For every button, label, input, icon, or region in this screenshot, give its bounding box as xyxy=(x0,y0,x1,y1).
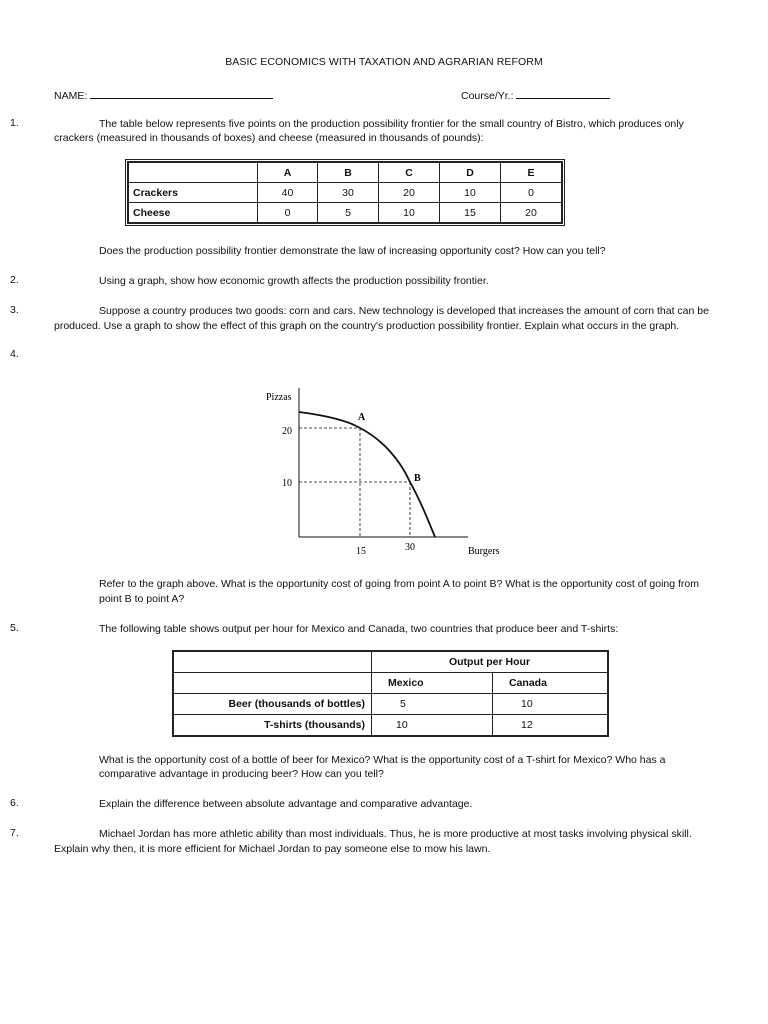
q7-line2: Explain why then, it is more efficient for Michael Jordan to pay someone else to mow his lawn. xyxy=(54,843,491,855)
q2-number: 2. xyxy=(10,274,19,286)
table-row xyxy=(173,715,608,737)
name-blank[interactable] xyxy=(90,88,273,99)
table-cell: 12 xyxy=(493,715,609,737)
q6-text: Explain the difference between absolute advantage and comparative advantage. xyxy=(99,798,473,810)
table-cell: 30 xyxy=(318,183,379,203)
table-column-header: Mexico xyxy=(372,673,493,694)
q4-line1: Refer to the graph above. What is the opportunity cost of going from point A to point B? What is the opportunity cost of going from xyxy=(99,578,700,590)
q1-table-frame xyxy=(125,159,565,226)
x-axis-label: Burgers xyxy=(468,546,500,557)
table-corner-cell xyxy=(129,163,258,183)
table-cell: 20 xyxy=(379,183,440,203)
table-row xyxy=(129,203,562,223)
table-cell: 10 xyxy=(379,203,440,223)
q3-line1: Suppose a country produces two goods: corn and cars. New technology is developed that increases the amount of corn that can be xyxy=(99,305,709,317)
name-label: NAME: xyxy=(54,90,88,102)
q5-number: 5. xyxy=(10,622,19,634)
table-column-header: B xyxy=(318,163,379,183)
row-label: T-shirts (thousands) xyxy=(173,715,372,737)
table-corner-cell xyxy=(173,673,372,694)
table-header-row xyxy=(129,163,562,183)
q7-line1: Michael Jordan has more athletic ability than most individuals. Thus, he is more productive at most tasks involving physical skill. xyxy=(99,828,692,840)
point-a-label: A xyxy=(358,412,366,423)
q1-followup: Does the production possibility frontier demonstrate the law of increasing opportunity cost? How can you tell? xyxy=(99,245,606,257)
table-column-header: A xyxy=(258,163,318,183)
y-tick-label: 20 xyxy=(282,426,292,437)
course-blank[interactable] xyxy=(516,88,610,99)
table-column-header: C xyxy=(379,163,440,183)
row-label: Crackers xyxy=(129,183,258,203)
q3-line2: produced. Use a graph to show the effect of this graph on the country's production possibility frontier. Explain what occurs in the graph. xyxy=(54,320,680,332)
name-field-row xyxy=(54,88,273,103)
q3-number: 3. xyxy=(10,304,19,316)
table-cell: 0 xyxy=(258,203,318,223)
point-b-label: B xyxy=(414,473,421,484)
table-cell: 5 xyxy=(372,694,493,715)
table-corner-cell xyxy=(173,651,372,673)
q4-number: 4. xyxy=(10,348,19,360)
table-column-header: Canada xyxy=(493,673,609,694)
q5-line1: What is the opportunity cost of a bottle of beer for Mexico? What is the opportunity cost of a T-shirt for Mexico? Who has a xyxy=(99,754,666,766)
table-cell: 10 xyxy=(493,694,609,715)
worksheet-title: BASIC ECONOMICS WITH TAXATION AND AGRARIAN REFORM xyxy=(225,56,543,68)
table-cell: 15 xyxy=(440,203,501,223)
table-header-row xyxy=(173,673,608,694)
table-column-header: E xyxy=(501,163,562,183)
y-tick-label: 10 xyxy=(282,478,292,489)
q1-table xyxy=(128,162,562,223)
table-cell: 5 xyxy=(318,203,379,223)
table-cell: 10 xyxy=(440,183,501,203)
course-label: Course/Yr.: xyxy=(461,90,514,102)
x-tick-label: 30 xyxy=(405,542,415,553)
q1-line2: crackers (measured in thousands of boxes) and cheese (measured in thousands of pounds): xyxy=(54,132,484,144)
q6-number: 6. xyxy=(10,797,19,809)
table-row xyxy=(173,694,608,715)
q4-line2: point B to point A? xyxy=(99,593,185,605)
group-header-cell: Output per Hour xyxy=(372,651,609,673)
q2-text: Using a graph, show how economic growth affects the production possibility frontier. xyxy=(99,275,489,287)
q5-table-frame xyxy=(172,650,609,737)
row-label: Cheese xyxy=(129,203,258,223)
table-cell: 20 xyxy=(501,203,562,223)
row-label: Beer (thousands of bottles) xyxy=(173,694,372,715)
table-header-row xyxy=(173,651,608,673)
table-row xyxy=(129,183,562,203)
x-tick-label: 15 xyxy=(356,546,366,557)
ppf-graph xyxy=(255,380,515,565)
course-field-row xyxy=(461,88,610,103)
table-cell: 10 xyxy=(372,715,493,737)
q5-table xyxy=(172,650,609,737)
table-column-header: D xyxy=(440,163,501,183)
y-axis-label: Pizzas xyxy=(266,392,292,403)
table-cell: 40 xyxy=(258,183,318,203)
q5-line2: comparative advantage in producing beer? How can you tell? xyxy=(99,768,384,780)
q1-number: 1. xyxy=(10,117,19,129)
q5-text: The following table shows output per hour for Mexico and Canada, two countries that produce beer and T-shirts: xyxy=(99,623,619,635)
q1-line1: The table below represents five points on the production possibility frontier for the small country of Bistro, which produces only xyxy=(99,118,684,130)
table-cell: 0 xyxy=(501,183,562,203)
q7-number: 7. xyxy=(10,827,19,839)
